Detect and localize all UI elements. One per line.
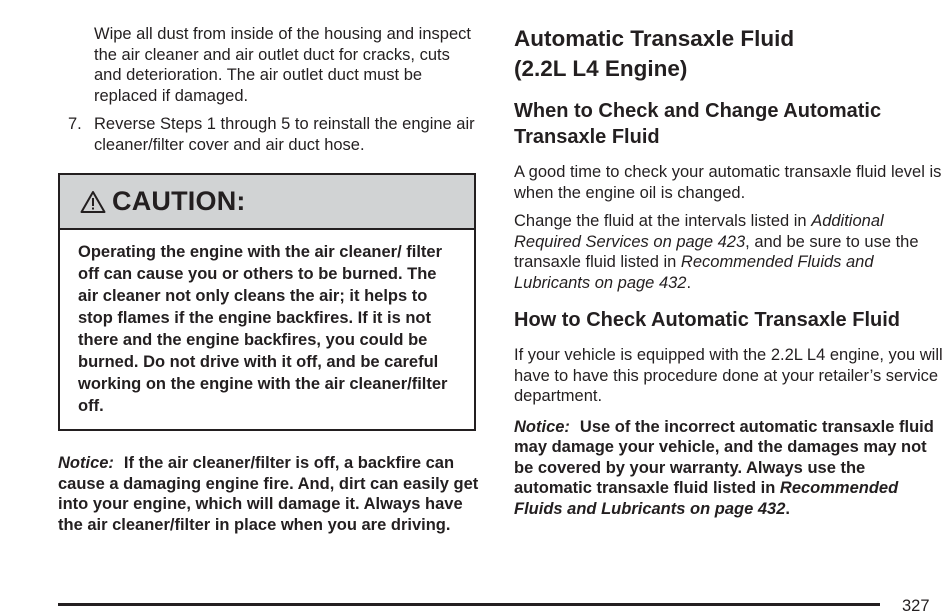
notice-label: Notice: — [58, 454, 114, 472]
notice-text: If the air cleaner/filter is off, a backfire can cause a damaging engine fire. And, dirt can easily get into your engine, which will damage it. Always have the air cleaner/filter in place when you are driving. — [58, 454, 479, 534]
notice-transaxle-fluid — [514, 417, 944, 520]
right-column — [514, 24, 944, 519]
footer-rule — [58, 603, 880, 606]
left-column — [58, 24, 480, 552]
warning-triangle-icon — [80, 190, 106, 214]
para2-text-a: Change the fluid at the intervals listed in — [514, 212, 812, 230]
when-to-check-para2 — [514, 211, 944, 293]
notice-label: Notice: — [514, 417, 570, 436]
caution-box — [58, 173, 476, 431]
para2-text-c: . — [686, 273, 692, 292]
step-6-continuation: Wipe all dust from inside of the housing and inspect the air cleaner and air outlet duct for cracks, cuts and deterioration. The air outlet duct must be replaced if damaged. — [94, 25, 471, 105]
section-title-line2: (2.2L L4 Engine) — [514, 56, 688, 81]
fluids-lubricants-ref: Recommended Fluids and Lubricants on page 432 — [514, 253, 874, 292]
when-to-check-heading: When to Check and Change Automatic Transaxle Fluid — [514, 100, 882, 148]
step-7-number: 7. — [68, 115, 82, 133]
page-number: 327 — [902, 597, 930, 615]
when-to-check-para1: A good time to check your automatic transaxle fluid level is when the engine oil is changed. — [514, 163, 942, 202]
notice-text: Use of the incorrect automatic transaxle fluid may damage your vehicle, and the damages may not be covered by your warranty. Always use the automatic transaxle fluid listed in — [514, 417, 934, 497]
notice-end: . — [785, 499, 790, 518]
caution-body: Operating the engine with the air cleaner/ filter off can cause you or others to be burned. The air cleaner not only cleans the air; it helps to stop flames if the engine backfires. If it is not there and the engine backfires, you could be burned. Do not drive with it off, and be careful working on the engine with the air cleaner/filter off. — [78, 243, 448, 415]
how-to-check-heading: How to Check Automatic Transaxle Fluid — [514, 309, 900, 331]
how-to-check-para1: If your vehicle is equipped with the 2.2L L4 engine, you will have to have this procedure done at your retailer’s service department. — [514, 346, 943, 405]
para2-text-b: , and be sure to use the transaxle fluid listed in — [514, 232, 919, 271]
caution-title: CAUTION: — [112, 186, 246, 216]
section-title — [514, 24, 944, 84]
additional-services-ref: Additional Required Services on page 423 — [514, 212, 884, 251]
caution-header — [60, 175, 474, 230]
step-7 — [58, 114, 480, 155]
step-7-text: Reverse Steps 1 through 5 to reinstall the engine air cleaner/filter cover and air duct hose. — [94, 115, 475, 154]
notice-fluids-ref: Recommended Fluids and Lubricants on page 432 — [514, 479, 899, 518]
section-title-line1: Automatic Transaxle Fluid — [514, 26, 795, 51]
notice-air-cleaner — [58, 453, 480, 535]
